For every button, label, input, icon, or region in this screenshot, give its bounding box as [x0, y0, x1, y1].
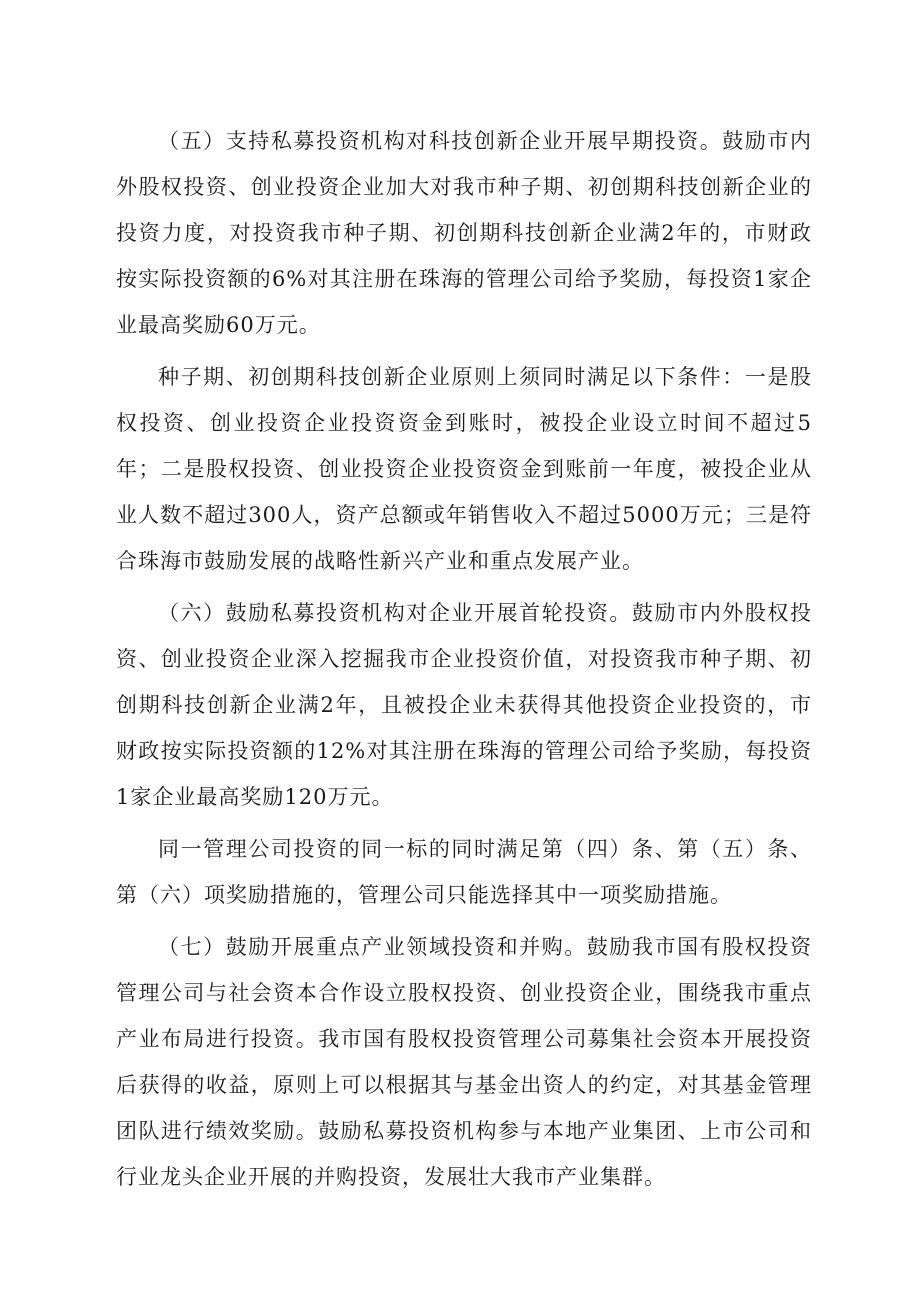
paragraph-startup-conditions: 种子期、初创期科技创新企业原则上须同时满足以下条件：一是股权投资、创业投资企业投资资金到账时，被投企业设立时间不超过5年；二是股权投资、创业投资企业投资资金到账前一年度，被投企业从业人数不超过300人，资产总额或年销售收入不超过5000万元；三是符合珠海市鼓励发展的战略性新兴产业和重点发展产业。	[116, 365, 812, 573]
paragraph-6-first-round-investment: （六）鼓励私募投资机构对企业开展首轮投资。鼓励市内外股权投资、创业投资企业深入挖掘我市企业投资价值，对投资我市种子期、初创期科技创新企业满2年，且被投企业未获得其他投资企业投资的，市财政按实际投资额的12%对其注册在珠海的管理公司给予奖励，每投资1家企业最高奖励120万元。	[116, 601, 812, 809]
paragraph-7-key-industry-investment: （七）鼓励开展重点产业领域投资和并购。鼓励我市国有股权投资管理公司与社会资本合作设立股权投资、创业投资企业，围绕我市重点产业布局进行投资。我市国有股权投资管理公司募集社会资本开展投资后获得的收益，原则上可以根据其与基金出资人的约定，对其基金管理团队进行绩效奖励。鼓励私募投资机构参与本地产业集团、上市公司和行业龙头企业开展的并购投资，发展壮大我市产业集群。	[116, 935, 812, 1189]
document-page	[116, 118, 812, 1206]
paragraph-reward-exclusivity: 同一管理公司投资的同一标的同时满足第（四）条、第（五）条、第（六）项奖励措施的，管理公司只能选择其中一项奖励措施。	[116, 837, 812, 907]
paragraph-5-early-investment: （五）支持私募投资机构对科技创新企业开展早期投资。鼓励市内外股权投资、创业投资企业加大对我市种子期、初创期科技创新企业的投资力度，对投资我市种子期、初创期科技创新企业满2年的，市财政按实际投资额的6%对其注册在珠海的管理公司给予奖励，每投资1家企业最高奖励60万元。	[116, 129, 812, 337]
